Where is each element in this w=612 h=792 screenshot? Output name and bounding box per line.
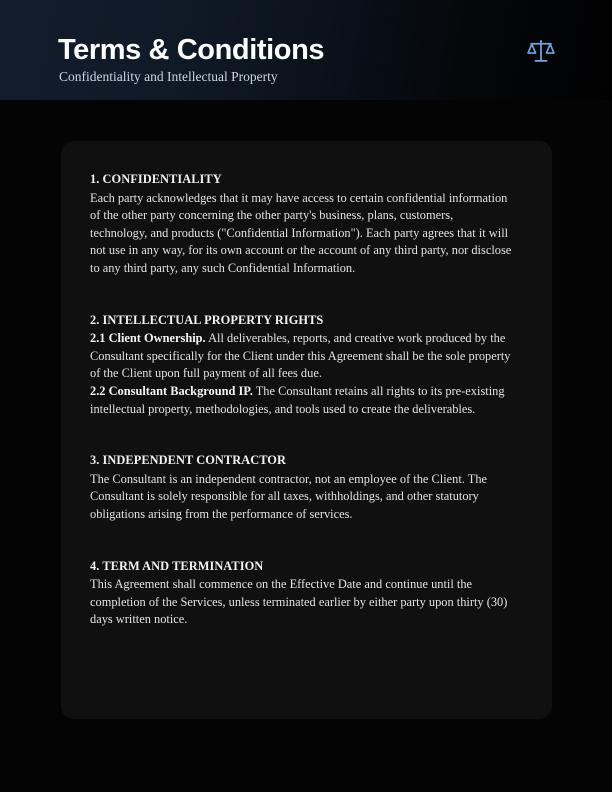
document-section xyxy=(90,558,512,629)
paragraph-text: Each party acknowledges that it may have access to certain confidential information of the other party concerning the other party's business, plans, customers, technology, and products ("Confidential Information"). Each party agrees that it will not use in any way, for its own account or the account of any third party, nor disclose to any third party, any such Confidential Information. xyxy=(90,190,512,275)
paragraph-lead: 2.2 Consultant Background IP. xyxy=(90,383,253,398)
section-heading: 1. CONFIDENTIALITY xyxy=(90,172,222,186)
paragraph-lead: 2.1 Client Ownership. xyxy=(90,331,206,346)
document-body xyxy=(90,171,512,629)
paragraph-text: All deliverables, reports, and creative work produced by the Consultant specifically for the Client under this Agreement shall be the sole property of the Client upon full payment of all fees due. xyxy=(90,331,511,381)
section-paragraph xyxy=(90,471,512,524)
paragraph-text: The Consultant is an independent contractor, not an employee of the Client. The Consultant is solely responsible for all taxes, withholdings, and other statutory obligations arising from the performance of services. xyxy=(90,471,488,521)
scales-of-justice-icon xyxy=(524,34,558,68)
section-heading: 4. TERM AND TERMINATION xyxy=(90,558,264,573)
document-card xyxy=(61,141,552,719)
page-title: Terms & Conditions xyxy=(58,34,325,66)
document-section xyxy=(90,312,512,419)
header-content xyxy=(58,0,558,100)
section-paragraph xyxy=(90,576,512,629)
section-paragraph xyxy=(90,383,512,418)
section-heading: 3. INDEPENDENT CONTRACTOR xyxy=(90,453,286,468)
document-section xyxy=(90,171,512,278)
paragraph-text: This Agreement shall commence on the Effective Date and continue until the completion of the Services, unless terminated earlier by either party upon thirty (30) days written notice. xyxy=(90,577,508,627)
document-header-banner xyxy=(0,0,612,100)
section-heading: 2. INTELLECTUAL PROPERTY RIGHTS xyxy=(90,312,324,327)
page-subtitle: Confidentiality and Intellectual Property xyxy=(59,69,278,84)
section-paragraph xyxy=(90,330,512,383)
paragraph-text: The Consultant retains all rights to its pre-existing intellectual property, methodologies, and tools used to create the deliverables. xyxy=(90,383,505,416)
document-section xyxy=(90,452,512,523)
section-paragraph xyxy=(90,190,512,278)
